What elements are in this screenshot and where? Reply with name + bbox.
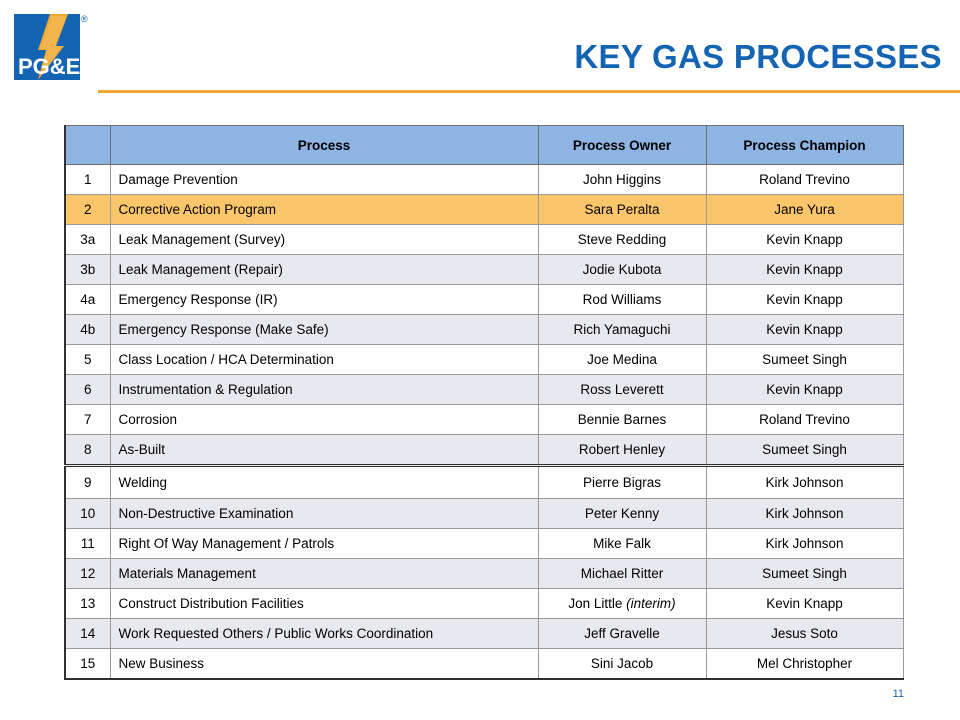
row-number: 8 <box>65 435 110 466</box>
table-row <box>65 255 903 285</box>
owner-name: Robert Henley <box>578 442 666 457</box>
row-champion: Kirk Johnson <box>706 466 903 499</box>
table-row <box>65 499 903 529</box>
page-title: KEY GAS PROCESSES <box>574 38 942 75</box>
row-champion: Sumeet Singh <box>706 559 903 589</box>
table-row <box>65 315 903 345</box>
owner-name: John Higgins <box>582 172 662 187</box>
row-owner <box>538 165 706 195</box>
table-row <box>65 619 903 649</box>
row-number: 14 <box>65 619 110 649</box>
owner-name: Rich Yamaguchi <box>573 322 671 337</box>
row-champion: Kevin Knapp <box>706 225 903 255</box>
owner-name: Jodie Kubota <box>582 262 662 277</box>
row-champion: Jesus Soto <box>706 619 903 649</box>
owner-name: Sara Peralta <box>584 202 660 217</box>
owner-name: Michael Ritter <box>580 566 664 581</box>
header-process: Process <box>110 126 538 165</box>
table-header-row <box>65 126 903 165</box>
row-process: Leak Management (Repair) <box>110 255 538 285</box>
row-owner <box>538 589 706 619</box>
table-row <box>65 559 903 589</box>
row-owner <box>538 559 706 589</box>
row-champion: Sumeet Singh <box>706 435 903 466</box>
row-champion: Kevin Knapp <box>706 255 903 285</box>
owner-name: Peter Kenny <box>584 506 660 521</box>
row-champion: Roland Trevino <box>706 165 903 195</box>
row-process: Construct Distribution Facilities <box>110 589 538 619</box>
row-number: 3a <box>65 225 110 255</box>
row-owner <box>538 345 706 375</box>
row-owner <box>538 375 706 405</box>
row-process: New Business <box>110 649 538 680</box>
pge-logo <box>10 10 90 90</box>
row-number: 4b <box>65 315 110 345</box>
table-row <box>65 405 903 435</box>
row-number: 12 <box>65 559 110 589</box>
table-row <box>65 466 903 499</box>
row-process: Materials Management <box>110 559 538 589</box>
row-owner <box>538 435 706 466</box>
row-process: Corrective Action Program <box>110 195 538 225</box>
owner-name: Pierre Bigras <box>582 475 662 490</box>
row-number: 3b <box>65 255 110 285</box>
svg-text:PG&E: PG&E <box>18 54 81 79</box>
row-number: 13 <box>65 589 110 619</box>
owner-name: Mike Falk <box>593 536 651 551</box>
table-row <box>65 375 903 405</box>
row-number: 2 <box>65 195 110 225</box>
owner-name: Sini Jacob <box>590 656 654 671</box>
row-process: Class Location / HCA Determination <box>110 345 538 375</box>
row-owner <box>538 225 706 255</box>
table-row <box>65 225 903 255</box>
svg-text:®: ® <box>81 14 88 24</box>
row-champion: Sumeet Singh <box>706 345 903 375</box>
table-row <box>65 285 903 315</box>
row-process: Emergency Response (IR) <box>110 285 538 315</box>
row-process: Work Requested Others / Public Works Coordination <box>110 619 538 649</box>
header-process-champion: Process Champion <box>706 126 903 165</box>
row-owner <box>538 499 706 529</box>
row-process: Damage Prevention <box>110 165 538 195</box>
row-owner <box>538 255 706 285</box>
row-owner <box>538 195 706 225</box>
row-champion: Mel Christopher <box>706 649 903 680</box>
row-owner <box>538 285 706 315</box>
owner-note: (interim) <box>626 596 676 611</box>
row-process: Right Of Way Management / Patrols <box>110 529 538 559</box>
row-number: 5 <box>65 345 110 375</box>
table-row <box>65 589 903 619</box>
owner-name: Ross Leverett <box>580 382 664 397</box>
owner-name: Jeff Gravelle <box>584 626 660 641</box>
owner-name: Steve Redding <box>577 232 667 247</box>
row-champion: Kevin Knapp <box>706 375 903 405</box>
owner-name: Jon Little <box>568 596 623 611</box>
row-number: 9 <box>65 466 110 499</box>
row-champion: Kevin Knapp <box>706 315 903 345</box>
table-row <box>65 435 903 466</box>
row-owner <box>538 315 706 345</box>
row-champion: Kevin Knapp <box>706 589 903 619</box>
processes-table <box>64 125 904 680</box>
row-number: 1 <box>65 165 110 195</box>
row-owner <box>538 649 706 680</box>
row-process: Emergency Response (Make Safe) <box>110 315 538 345</box>
row-process: Corrosion <box>110 405 538 435</box>
table-row <box>65 529 903 559</box>
page-number: 11 <box>892 688 904 700</box>
owner-name: Bennie Barnes <box>577 412 667 427</box>
table-row <box>65 195 903 225</box>
processes-table-container <box>64 125 902 680</box>
row-champion: Kirk Johnson <box>706 499 903 529</box>
row-owner <box>538 619 706 649</box>
row-process: Leak Management (Survey) <box>110 225 538 255</box>
table-row <box>65 649 903 680</box>
row-number: 7 <box>65 405 110 435</box>
row-champion: Roland Trevino <box>706 405 903 435</box>
row-champion: Kevin Knapp <box>706 285 903 315</box>
title-divider <box>98 90 960 93</box>
row-owner <box>538 529 706 559</box>
row-number: 15 <box>65 649 110 680</box>
owner-name: Rod Williams <box>582 292 662 307</box>
row-number: 11 <box>65 529 110 559</box>
row-process: Instrumentation & Regulation <box>110 375 538 405</box>
header-number <box>65 126 110 165</box>
row-owner <box>538 466 706 499</box>
row-process: As-Built <box>110 435 538 466</box>
row-number: 6 <box>65 375 110 405</box>
header-process-owner: Process Owner <box>538 126 706 165</box>
table-row <box>65 345 903 375</box>
row-champion: Jane Yura <box>706 195 903 225</box>
owner-name: Joe Medina <box>587 352 657 367</box>
row-process: Non-Destructive Examination <box>110 499 538 529</box>
row-number: 10 <box>65 499 110 529</box>
row-champion: Kirk Johnson <box>706 529 903 559</box>
row-process: Welding <box>110 466 538 499</box>
table-row <box>65 165 903 195</box>
row-number: 4a <box>65 285 110 315</box>
row-owner <box>538 405 706 435</box>
